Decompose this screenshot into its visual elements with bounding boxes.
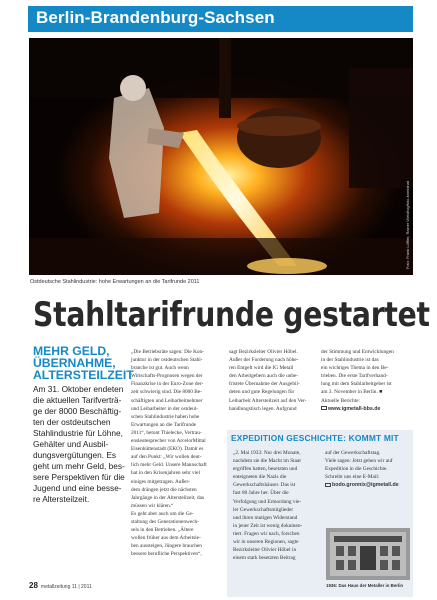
section-header	[28, 6, 413, 32]
box-line: und ihren mutigen Widerstand	[233, 514, 298, 521]
body-column-2	[229, 348, 317, 413]
box-line: fast 80 Jahre her. Über die	[233, 490, 289, 497]
lead-line: dungsvergütungen. Es	[33, 450, 117, 460]
body-line: Außer der Forderung nach höhe-	[229, 357, 299, 364]
body-line: Wirtschafts-Prognosen wegen der	[131, 373, 203, 380]
body-line: sels in den Betrieben. „Ältere	[131, 527, 194, 534]
lead-line: Jugend und eine besse-	[33, 483, 122, 493]
body-line: wollen früher aus dem Arbeitsle-	[131, 535, 201, 542]
page-footer	[29, 581, 92, 590]
body-line: 2011“, betont Thielecke, Vertrau-	[131, 429, 202, 436]
body-line: dem drängen jetzt die nächsten	[131, 486, 197, 493]
box-photo-caption: 1936: Das Haus der Metaller in Berlin	[326, 583, 404, 588]
lead-line: Stahlindustrie für Löhne,	[33, 428, 123, 438]
expedition-info-box	[227, 430, 413, 597]
box-line: enteigneten die Nazis die	[233, 474, 287, 481]
body-column-1	[131, 348, 220, 558]
article-headline: Stahltarifrunde gestartet	[33, 295, 430, 335]
body-line: fristete Übernahme der Ausgebil-	[229, 381, 300, 388]
body-line: Eisenhüttenstadt (EKO). Damit es	[131, 446, 204, 453]
body-line: auf den Punkt: „Wir wollen deut-	[131, 454, 202, 461]
body-line: Es geht aber auch um die Ge-	[131, 510, 194, 517]
kicker-line: ÜBERNAHME,	[33, 356, 116, 370]
lead-line: geht um mehr Geld, bes-	[33, 461, 125, 471]
body-line: ensleutesprecher von ArcelorMittal	[131, 438, 206, 445]
body-line: der Stimmung und Entwicklungen	[321, 349, 394, 355]
email-link-text: bodo.gronnix@igmetall.de	[332, 482, 399, 489]
body-line: schen Stahlindustrie haben hohe	[131, 413, 200, 420]
page-number: 28	[29, 581, 38, 590]
body-line: schäftigten und Leiharbeitnehmer	[131, 397, 203, 404]
metal-workers-house-photo	[326, 528, 410, 580]
body-line: ben aussteigen, Jüngere brauchen	[131, 543, 202, 550]
lead-line: sere Perspektiven für die	[33, 472, 125, 482]
lead-line: Am 31. Oktober endeten	[33, 384, 124, 394]
mail-icon	[325, 483, 331, 487]
body-line: ein wichtiges Thema in den Be-	[321, 365, 389, 372]
body-line: „Die Betriebsräte sagen: Die Kon-	[131, 349, 204, 355]
box-column-2	[325, 449, 413, 489]
kicker-line: ALTERSTEILZEIT	[33, 368, 134, 382]
section-title: Berlin-Brandenburg-Sachsen	[36, 8, 275, 27]
body-line: Aktuelle Berichte:	[321, 397, 360, 404]
steel-pour-image	[29, 38, 413, 275]
body-line: Jahrgänge in der Altersteilzeit, das	[131, 494, 205, 501]
lead-line: re Altersteilzeit.	[33, 494, 90, 504]
box-line: Gewerkschaftshäuser. Das ist	[233, 482, 296, 489]
body-line: den Arbeitgebern auch die unbe-	[229, 373, 299, 380]
body-line: lich mehr Geld. Unsere Mannschaft	[131, 462, 207, 469]
body-line: müssen wir klären.“	[131, 502, 174, 509]
lead-line: die aktuellen Tarifverträ-	[33, 395, 122, 405]
box-line: Verfolgung und Ermordung vie-	[233, 498, 302, 505]
article-lead	[33, 384, 125, 505]
photo-caption: Ostdeutsche Stahlindustrie: hohe Erwartungen an die Tarifrunde 2011	[30, 279, 200, 285]
box-line: einem stark besetzten Beitrag	[233, 555, 296, 562]
box-line: „2. Mai 1933: Nur drei Monate,	[233, 450, 301, 456]
steel-foundry-photo	[29, 38, 413, 275]
body-line: Leiharbeit Altersteilzeit auf den Ver-	[229, 397, 307, 404]
body-line: am 3. November in Berlin. ■	[321, 389, 383, 396]
body-line: hat in den Krisenjahren sehr viel	[131, 470, 200, 477]
box-line: auf der Gewerkschaftstag.	[325, 450, 381, 456]
box-line: Schreibt uns eine E-Mail:	[325, 474, 380, 481]
body-line: branche ist gut. Auch wenn	[131, 365, 189, 372]
body-line: lung mit dem Stahlarbeitgeber ist	[321, 381, 392, 388]
box-line: Expedition in die Geschichte.	[325, 466, 388, 473]
article-kicker	[33, 344, 134, 382]
website-link[interactable]	[321, 405, 413, 413]
box-line: tiert. Fragen wir nach, forschen	[233, 530, 300, 537]
link-arrow-icon	[321, 406, 327, 410]
box-line: Bezirksleiter Olivier Höbel in	[233, 547, 297, 554]
body-line: handlungstisch legen. Aufgrund	[229, 405, 297, 412]
box-line: nachdem sie die Macht im Staat	[233, 458, 301, 465]
body-line: und Leiharbeiter in der ostdeut-	[131, 405, 199, 412]
body-line: bessere berufliche Perspektiven“,	[131, 551, 202, 558]
lead-line: ge der 8000 Beschäftig-	[33, 406, 122, 416]
body-line: zeit schwierig sind. Die 8000 Be-	[131, 389, 202, 396]
publication-name: metallzeitung 11 | 2011	[40, 584, 92, 590]
body-line: sagt Bezirksleiter Olivier Höbel.	[229, 349, 298, 355]
box-line: ergriffen hatten, besetzten und	[233, 466, 298, 473]
lead-line: Gehälter und Ausbil-	[33, 439, 109, 449]
body-line: deten und gute Regelungen für	[229, 389, 295, 396]
body-line: Erwartungen an die Tarifrunde	[131, 421, 196, 428]
kicker-line: MEHR GELD,	[33, 344, 110, 358]
body-line: trieben. Die erste Tarifverhand-	[321, 373, 388, 380]
box-column-1	[233, 449, 325, 562]
body-line: junktur in der ostdeutschen Stahl-	[131, 357, 203, 364]
lead-line: ten der ostdeutschen	[33, 417, 111, 427]
body-line: ren Entgelt wird die IG Metall	[229, 365, 294, 372]
box-title: EXPEDITION GESCHICHTE: KOMMT MIT	[231, 433, 399, 443]
body-line: in der Stahlindustrie ist das	[321, 357, 379, 364]
email-link[interactable]	[325, 481, 413, 489]
body-line: einiges mitgetragen. Außer-	[131, 478, 190, 485]
body-line: staltung des Generationenwech-	[131, 518, 199, 525]
box-line: ler Gewerkschaftsmitglieder	[233, 506, 294, 513]
body-line: Finanzkrise in der Euro-Zone der-	[131, 381, 204, 388]
box-line: wir in unseren Regionen, sagte	[233, 539, 299, 546]
website-link-text: www.igmetall-bbs.de	[328, 405, 381, 412]
photo-credit: Foto: Frank Löffler, Rainer Weisflog/foto-kombinat	[405, 180, 410, 269]
body-column-3	[321, 348, 413, 413]
box-line: in jener Zeit ist wenig dokumen-	[233, 522, 303, 529]
box-line: Viele sagen: Jetzt gehen wir auf	[325, 458, 393, 465]
